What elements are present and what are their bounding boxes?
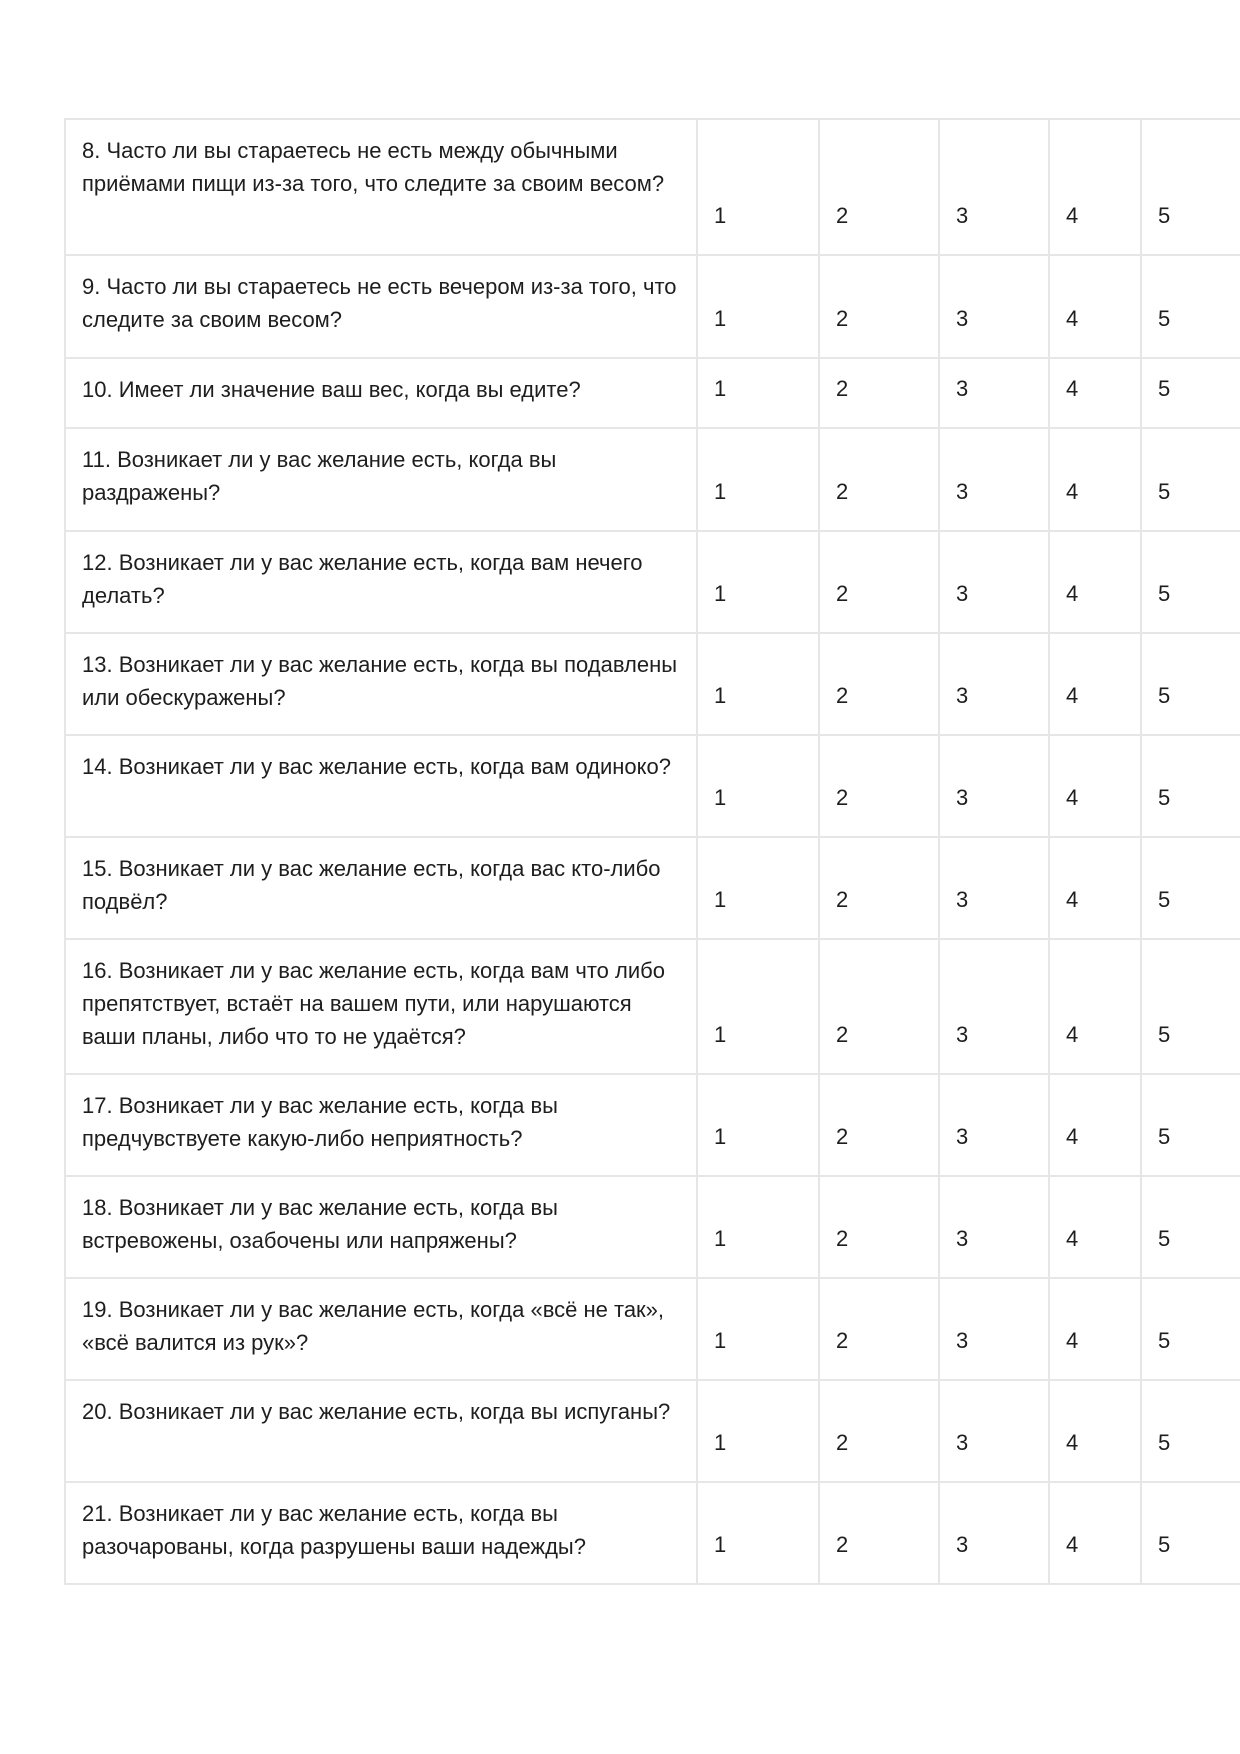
answer-option-3[interactable]: 3 bbox=[939, 633, 1049, 735]
question-text: 19. Возникает ли у вас желание есть, когда «всё не так», «всё валится из рук»? bbox=[65, 1278, 697, 1380]
answer-option-3[interactable]: 3 bbox=[939, 119, 1049, 255]
answer-option-5[interactable]: 5 bbox=[1141, 255, 1240, 358]
question-row bbox=[65, 1176, 1240, 1278]
answer-option-4[interactable]: 4 bbox=[1049, 119, 1141, 255]
question-text: 21. Возникает ли у вас желание есть, когда вы разочарованы, когда разрушены ваши надежды? bbox=[65, 1482, 697, 1584]
answer-option-2[interactable]: 2 bbox=[819, 531, 939, 633]
question-text: 12. Возникает ли у вас желание есть, когда вам нечего делать? bbox=[65, 531, 697, 633]
answer-option-1[interactable]: 1 bbox=[697, 1278, 819, 1380]
answer-option-3[interactable]: 3 bbox=[939, 255, 1049, 358]
answer-option-1[interactable]: 1 bbox=[697, 428, 819, 531]
question-row bbox=[65, 1482, 1240, 1584]
question-text: 10. Имеет ли значение ваш вес, когда вы едите? bbox=[65, 358, 697, 428]
answer-option-5[interactable]: 5 bbox=[1141, 1380, 1240, 1482]
answer-option-3[interactable]: 3 bbox=[939, 1074, 1049, 1176]
question-text: 8. Часто ли вы стараетесь не есть между обычными приёмами пищи из-за того, что следите за своим весом? bbox=[65, 119, 697, 255]
answer-option-4[interactable]: 4 bbox=[1049, 633, 1141, 735]
answer-option-2[interactable]: 2 bbox=[819, 1176, 939, 1278]
answer-option-2[interactable]: 2 bbox=[819, 358, 939, 428]
answer-option-5[interactable]: 5 bbox=[1141, 837, 1240, 939]
answer-option-4[interactable]: 4 bbox=[1049, 1278, 1141, 1380]
answer-option-5[interactable]: 5 bbox=[1141, 358, 1240, 428]
answer-option-1[interactable]: 1 bbox=[697, 1380, 819, 1482]
answer-option-1[interactable]: 1 bbox=[697, 735, 819, 837]
question-text: 11. Возникает ли у вас желание есть, когда вы раздражены? bbox=[65, 428, 697, 531]
answer-option-5[interactable]: 5 bbox=[1141, 1176, 1240, 1278]
answer-option-5[interactable]: 5 bbox=[1141, 633, 1240, 735]
answer-option-4[interactable]: 4 bbox=[1049, 1176, 1141, 1278]
question-row bbox=[65, 255, 1240, 358]
question-row bbox=[65, 531, 1240, 633]
answer-option-1[interactable]: 1 bbox=[697, 358, 819, 428]
answer-option-3[interactable]: 3 bbox=[939, 939, 1049, 1074]
answer-option-4[interactable]: 4 bbox=[1049, 1482, 1141, 1584]
answer-option-1[interactable]: 1 bbox=[697, 633, 819, 735]
question-row bbox=[65, 1380, 1240, 1482]
answer-option-5[interactable]: 5 bbox=[1141, 1482, 1240, 1584]
answer-option-1[interactable]: 1 bbox=[697, 1074, 819, 1176]
question-text: 16. Возникает ли у вас желание есть, когда вам что либо препятствует, встаёт на вашем пути, или нарушаются ваши планы, либо что то не удаётся? bbox=[65, 939, 697, 1074]
answer-option-2[interactable]: 2 bbox=[819, 1482, 939, 1584]
answer-option-5[interactable]: 5 bbox=[1141, 735, 1240, 837]
question-row bbox=[65, 939, 1240, 1074]
answer-option-4[interactable]: 4 bbox=[1049, 358, 1141, 428]
answer-option-2[interactable]: 2 bbox=[819, 837, 939, 939]
answer-option-2[interactable]: 2 bbox=[819, 255, 939, 358]
question-row bbox=[65, 1278, 1240, 1380]
question-row bbox=[65, 1074, 1240, 1176]
question-text: 15. Возникает ли у вас желание есть, когда вас кто-либо подвёл? bbox=[65, 837, 697, 939]
answer-option-5[interactable]: 5 bbox=[1141, 531, 1240, 633]
answer-option-2[interactable]: 2 bbox=[819, 735, 939, 837]
answer-option-5[interactable]: 5 bbox=[1141, 939, 1240, 1074]
question-text: 18. Возникает ли у вас желание есть, когда вы встревожены, озабочены или напряжены? bbox=[65, 1176, 697, 1278]
question-row bbox=[65, 735, 1240, 837]
answer-option-4[interactable]: 4 bbox=[1049, 1380, 1141, 1482]
answer-option-2[interactable]: 2 bbox=[819, 939, 939, 1074]
answer-option-2[interactable]: 2 bbox=[819, 633, 939, 735]
question-row bbox=[65, 633, 1240, 735]
answer-option-2[interactable]: 2 bbox=[819, 1074, 939, 1176]
question-row bbox=[65, 837, 1240, 939]
answer-option-3[interactable]: 3 bbox=[939, 735, 1049, 837]
answer-option-4[interactable]: 4 bbox=[1049, 837, 1141, 939]
question-row bbox=[65, 358, 1240, 428]
answer-option-1[interactable]: 1 bbox=[697, 255, 819, 358]
answer-option-1[interactable]: 1 bbox=[697, 531, 819, 633]
answer-option-2[interactable]: 2 bbox=[819, 1278, 939, 1380]
answer-option-4[interactable]: 4 bbox=[1049, 428, 1141, 531]
answer-option-3[interactable]: 3 bbox=[939, 428, 1049, 531]
answer-option-3[interactable]: 3 bbox=[939, 1278, 1049, 1380]
answer-option-2[interactable]: 2 bbox=[819, 119, 939, 255]
answer-option-3[interactable]: 3 bbox=[939, 531, 1049, 633]
answer-option-4[interactable]: 4 bbox=[1049, 531, 1141, 633]
answer-option-1[interactable]: 1 bbox=[697, 837, 819, 939]
answer-option-5[interactable]: 5 bbox=[1141, 1074, 1240, 1176]
answer-option-3[interactable]: 3 bbox=[939, 837, 1049, 939]
answer-option-5[interactable]: 5 bbox=[1141, 428, 1240, 531]
answer-option-1[interactable]: 1 bbox=[697, 939, 819, 1074]
answer-option-1[interactable]: 1 bbox=[697, 119, 819, 255]
question-row bbox=[65, 119, 1240, 255]
question-text: 9. Часто ли вы стараетесь не есть вечером из-за того, что следите за своим весом? bbox=[65, 255, 697, 358]
answer-option-3[interactable]: 3 bbox=[939, 358, 1049, 428]
answer-option-2[interactable]: 2 bbox=[819, 428, 939, 531]
answer-option-4[interactable]: 4 bbox=[1049, 939, 1141, 1074]
answer-option-2[interactable]: 2 bbox=[819, 1380, 939, 1482]
questionnaire-table bbox=[64, 118, 1240, 1585]
answer-option-3[interactable]: 3 bbox=[939, 1380, 1049, 1482]
answer-option-4[interactable]: 4 bbox=[1049, 255, 1141, 358]
question-text: 20. Возникает ли у вас желание есть, когда вы испуганы? bbox=[65, 1380, 697, 1482]
answer-option-5[interactable]: 5 bbox=[1141, 1278, 1240, 1380]
questionnaire-rows bbox=[65, 119, 1240, 1584]
question-row bbox=[65, 428, 1240, 531]
answer-option-3[interactable]: 3 bbox=[939, 1482, 1049, 1584]
answer-option-5[interactable]: 5 bbox=[1141, 119, 1240, 255]
question-text: 14. Возникает ли у вас желание есть, когда вам одиноко? bbox=[65, 735, 697, 837]
answer-option-1[interactable]: 1 bbox=[697, 1176, 819, 1278]
question-text: 13. Возникает ли у вас желание есть, когда вы подавлены или обескуражены? bbox=[65, 633, 697, 735]
question-text: 17. Возникает ли у вас желание есть, когда вы предчувствуете какую-либо неприятность? bbox=[65, 1074, 697, 1176]
answer-option-4[interactable]: 4 bbox=[1049, 735, 1141, 837]
answer-option-1[interactable]: 1 bbox=[697, 1482, 819, 1584]
answer-option-4[interactable]: 4 bbox=[1049, 1074, 1141, 1176]
answer-option-3[interactable]: 3 bbox=[939, 1176, 1049, 1278]
